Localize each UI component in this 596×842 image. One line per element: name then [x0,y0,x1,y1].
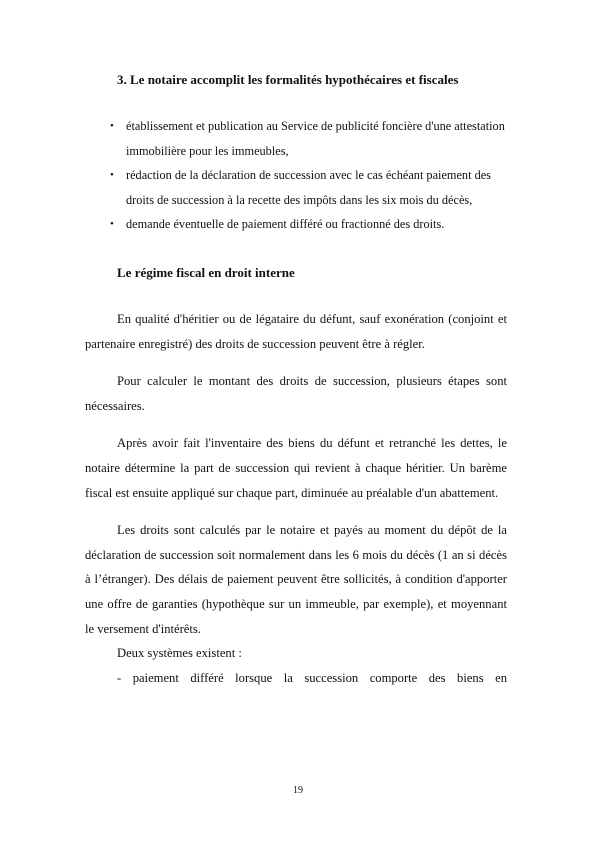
systems-intro: Deux systèmes existent : [117,646,242,661]
body-text [85,307,507,690]
list-item-text: établissement et publication au Service de publicité foncière d'une attestation immobilière pour les immeubles, [126,119,505,158]
bullet-icon: • [110,120,114,132]
paragraph-continued: - paiement différé lorsque la succession comporte des biens en [117,670,507,685]
list-item [110,114,507,163]
paragraph: Les droits sont calculés par le notaire et payés au moment du dépôt de la déclaration de succession soit normalement dans les 6 mois du décès (1 an si décès à l’étranger). Des délais de paiement peuvent être sollicités, à condition d'apporter une offre de garanties (hypothèque sur un immeuble, par exemple), et moyennant le versement d'intérêts. [85,523,507,636]
section-heading: 3. Le notaire accomplit les formalités hypothécaires et fiscales [117,72,459,87]
list-item-text: demande éventuelle de paiement différé ou fractionné des droits. [126,217,445,232]
paragraph: Pour calculer le montant des droits de succession, plusieurs étapes sont nécessaires. [85,374,507,413]
list-item [110,212,507,237]
bullet-icon: • [110,218,114,231]
paragraph: En qualité d'héritier ou de légataire du défunt, sauf exonération (conjoint et partenaire enregistré) des droits de succession peuvent être à régler. [85,311,507,351]
page-content [85,68,507,690]
formalities-list [110,114,507,237]
list-item-text: rédaction de la déclaration de succession avec le cas échéant paiement des droits de succession à la recette des impôts dans les six mois du décès, [126,168,491,207]
bullet-icon: • [110,169,114,182]
subsection-heading: Le régime fiscal en droit interne [117,264,295,280]
list-item [110,163,507,212]
paragraph: Après avoir fait l'inventaire des biens du défunt et retranché les dettes, le notaire détermine la part de succession qui revient à chaque héritier. Un barème fiscal est ensuite appliqué sur chaque part, diminuée au préalable d'un abattement. [85,436,507,500]
page-number: 19 [293,785,303,796]
